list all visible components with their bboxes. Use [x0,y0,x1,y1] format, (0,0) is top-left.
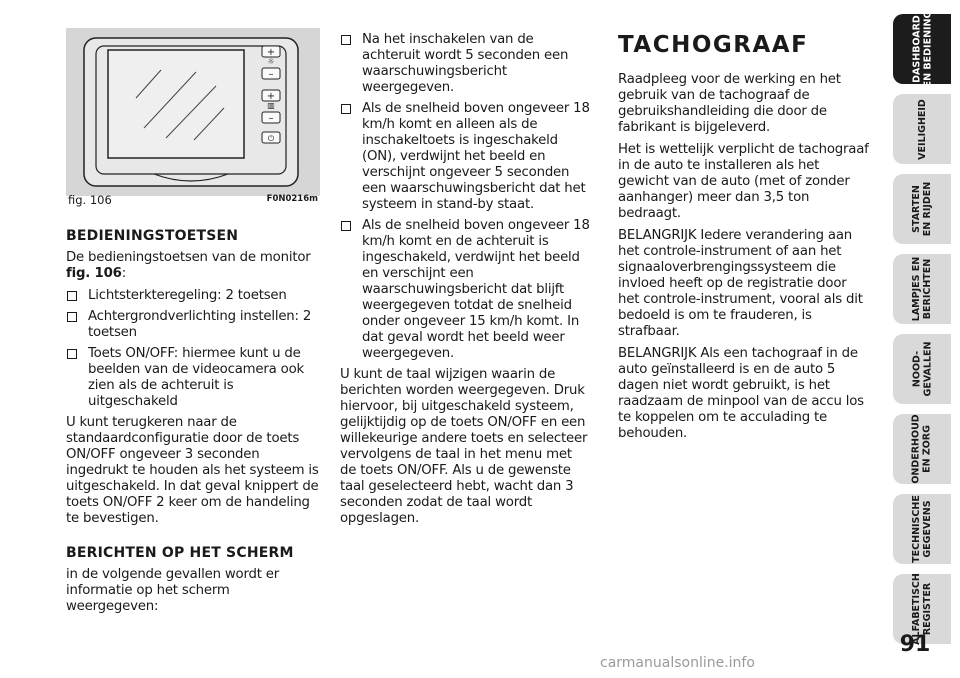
figure-code: F0N0216m [266,194,318,204]
checkbox-bullet-icon [67,349,77,359]
tab-technical-data[interactable] [893,494,951,564]
watermark: carmanualsonline.info [600,655,755,671]
monitor-illustration [66,28,320,196]
figure-label: fig. 106 [68,193,112,207]
checkbox-bullet-icon [341,35,351,45]
bullet-text: Lichtsterkteregeling: 2 toetsen [88,288,287,303]
list-item [66,346,322,410]
paragraph-1: Raadpleeg voor de werking en het gebruik van de tachograaf de gebruikshandleiding die door de fabrikant is bijgeleverd. [618,72,841,135]
tab-starting-driving[interactable] [893,174,951,244]
svg-text:⏻: ⏻ [267,134,275,143]
checkbox-bullet-icon [341,221,351,231]
column-3 [618,32,870,448]
svg-text:+: + [266,47,276,58]
bullet-text: Na het inschakelen van de achteruit wordt 5 seconden een waarschuwingsbericht weergegeven. [362,32,569,95]
paragraph-4: BELANGRIJK Als een tachograaf in de auto geïnstalleerd is en de auto 5 dagen niet wordt gebruikt, is het raadzaam de minpool van de accu los te koppelen om te acculading te behouden. [618,346,864,441]
tab-label: LAMPJES EN BERICHTEN [911,256,933,322]
intro-paragraph [66,250,322,282]
tab-label: NOOD- GEVALLEN [911,341,933,397]
figure-reference: fig. 106 [66,266,122,281]
svg-text:–: – [268,113,274,124]
tab-emergencies[interactable] [893,334,951,404]
column-2 [340,32,590,533]
bullet-text: Achtergrondverlichting instellen: 2 toetsen [88,309,312,340]
checkbox-bullet-icon [341,104,351,114]
tab-dashboard[interactable] [893,10,951,88]
tab-maintenance[interactable] [893,414,951,484]
monitor-figure [66,28,320,196]
svg-text:▥: ▥ [267,101,275,110]
intro-end: : [121,266,126,281]
paragraph-3: BELANGRIJK Iedere verandering aan het controle-instrument of aan het signaaloverbrengingssysteem die invloed heeft op de registratie door het controle-instrument, vooral als dit bedoeld is om te frauderen, is strafbaar. [618,228,863,339]
messages-paragraph: in de volgende gevallen wordt er informatie op het scherm weergegeven: [66,567,280,614]
section-tabs [885,0,960,678]
language-paragraph: U kunt de taal wijzigen waarin de berichten worden weergegeven. Druk hiervoor, bij uitgeschakeld systeem, gelijktijdig op de toets ON/OFF en een willekeurige andere toets en selecteer vervolgens de taal in het menu met de toets ON/OFF. Als u de gewenste taal geselecteerd hebt, wacht dan 3 seconden zodat de taal wordt opgeslagen. [340,367,588,526]
tab-lights-messages[interactable] [893,254,951,324]
bullet-text: Toets ON/OFF: hiermee kunt u de beelden van de videocamera ook zien als de achteruit is uitgeschakeld [88,346,305,409]
list-item [340,218,590,362]
section-title: TACHOGRAAF [618,32,809,58]
bullet-text: Als de snelheid boven ongeveer 18 km/h komt en alleen als de inschakeltoets is ingeschakeld (ON), verdwijnt het beeld en verschijnt ongeveer 5 seconden een waarschuwingsbericht dat het systeem in stand-by staat. [362,101,590,212]
tab-label: STARTEN EN RIJDEN [911,181,933,237]
list-item [66,309,322,341]
heading-messages: BERICHTEN OP HET SCHERM [66,545,294,561]
tab-label: DASHBOARD EN BEDIENING [911,10,933,88]
tab-label: VEILIGHEID [916,98,928,160]
tab-label: ONDERHOUD EN ZORG [911,414,933,484]
bullet-text: Als de snelheid boven ongeveer 18 km/h komt en de achteruit is ingeschakeld, verdwijnt het beeld en verschijnt een waarschuwingsbericht dat blijft weergegeven totdat de snelheid onder ongeveer 15 km/h komt. In dat geval wordt het beeld weer weergegeven. [362,218,590,361]
list-item [340,32,590,96]
reset-paragraph: U kunt terugkeren naar de standaardconfiguratie door de toets ON/OFF ongeveer 3 seconden ingedrukt te houden als het systeem is uitgeschakeld. In dat geval knippert de toets ON/OFF 2 keer om de handeling te bevestigen. [66,415,319,526]
svg-text:+: + [266,91,276,102]
page-number: 91 [899,632,931,657]
list-item [340,101,590,213]
checkbox-bullet-icon [67,312,77,322]
svg-text:–: – [268,69,274,80]
tab-label: TECHNISCHE GEGEVENS [911,495,934,563]
paragraph-2: Het is wettelijk verplicht de tachograaf in de auto te installeren als het gewicht van de auto (met of zonder aanhanger) meer dan 3,5 ton bedraagt. [618,142,869,221]
figure-caption [66,193,320,209]
svg-text:☼: ☼ [267,57,275,66]
tab-label: ALFABETISCH REGISTER [911,573,934,645]
checkbox-bullet-icon [67,291,77,301]
intro-text: De bedieningstoetsen van de monitor [66,250,311,265]
column-1 [66,228,322,621]
heading-controls: BEDIENINGSTOETSEN [66,228,239,244]
list-item [66,288,322,304]
tab-safety[interactable] [893,94,951,164]
